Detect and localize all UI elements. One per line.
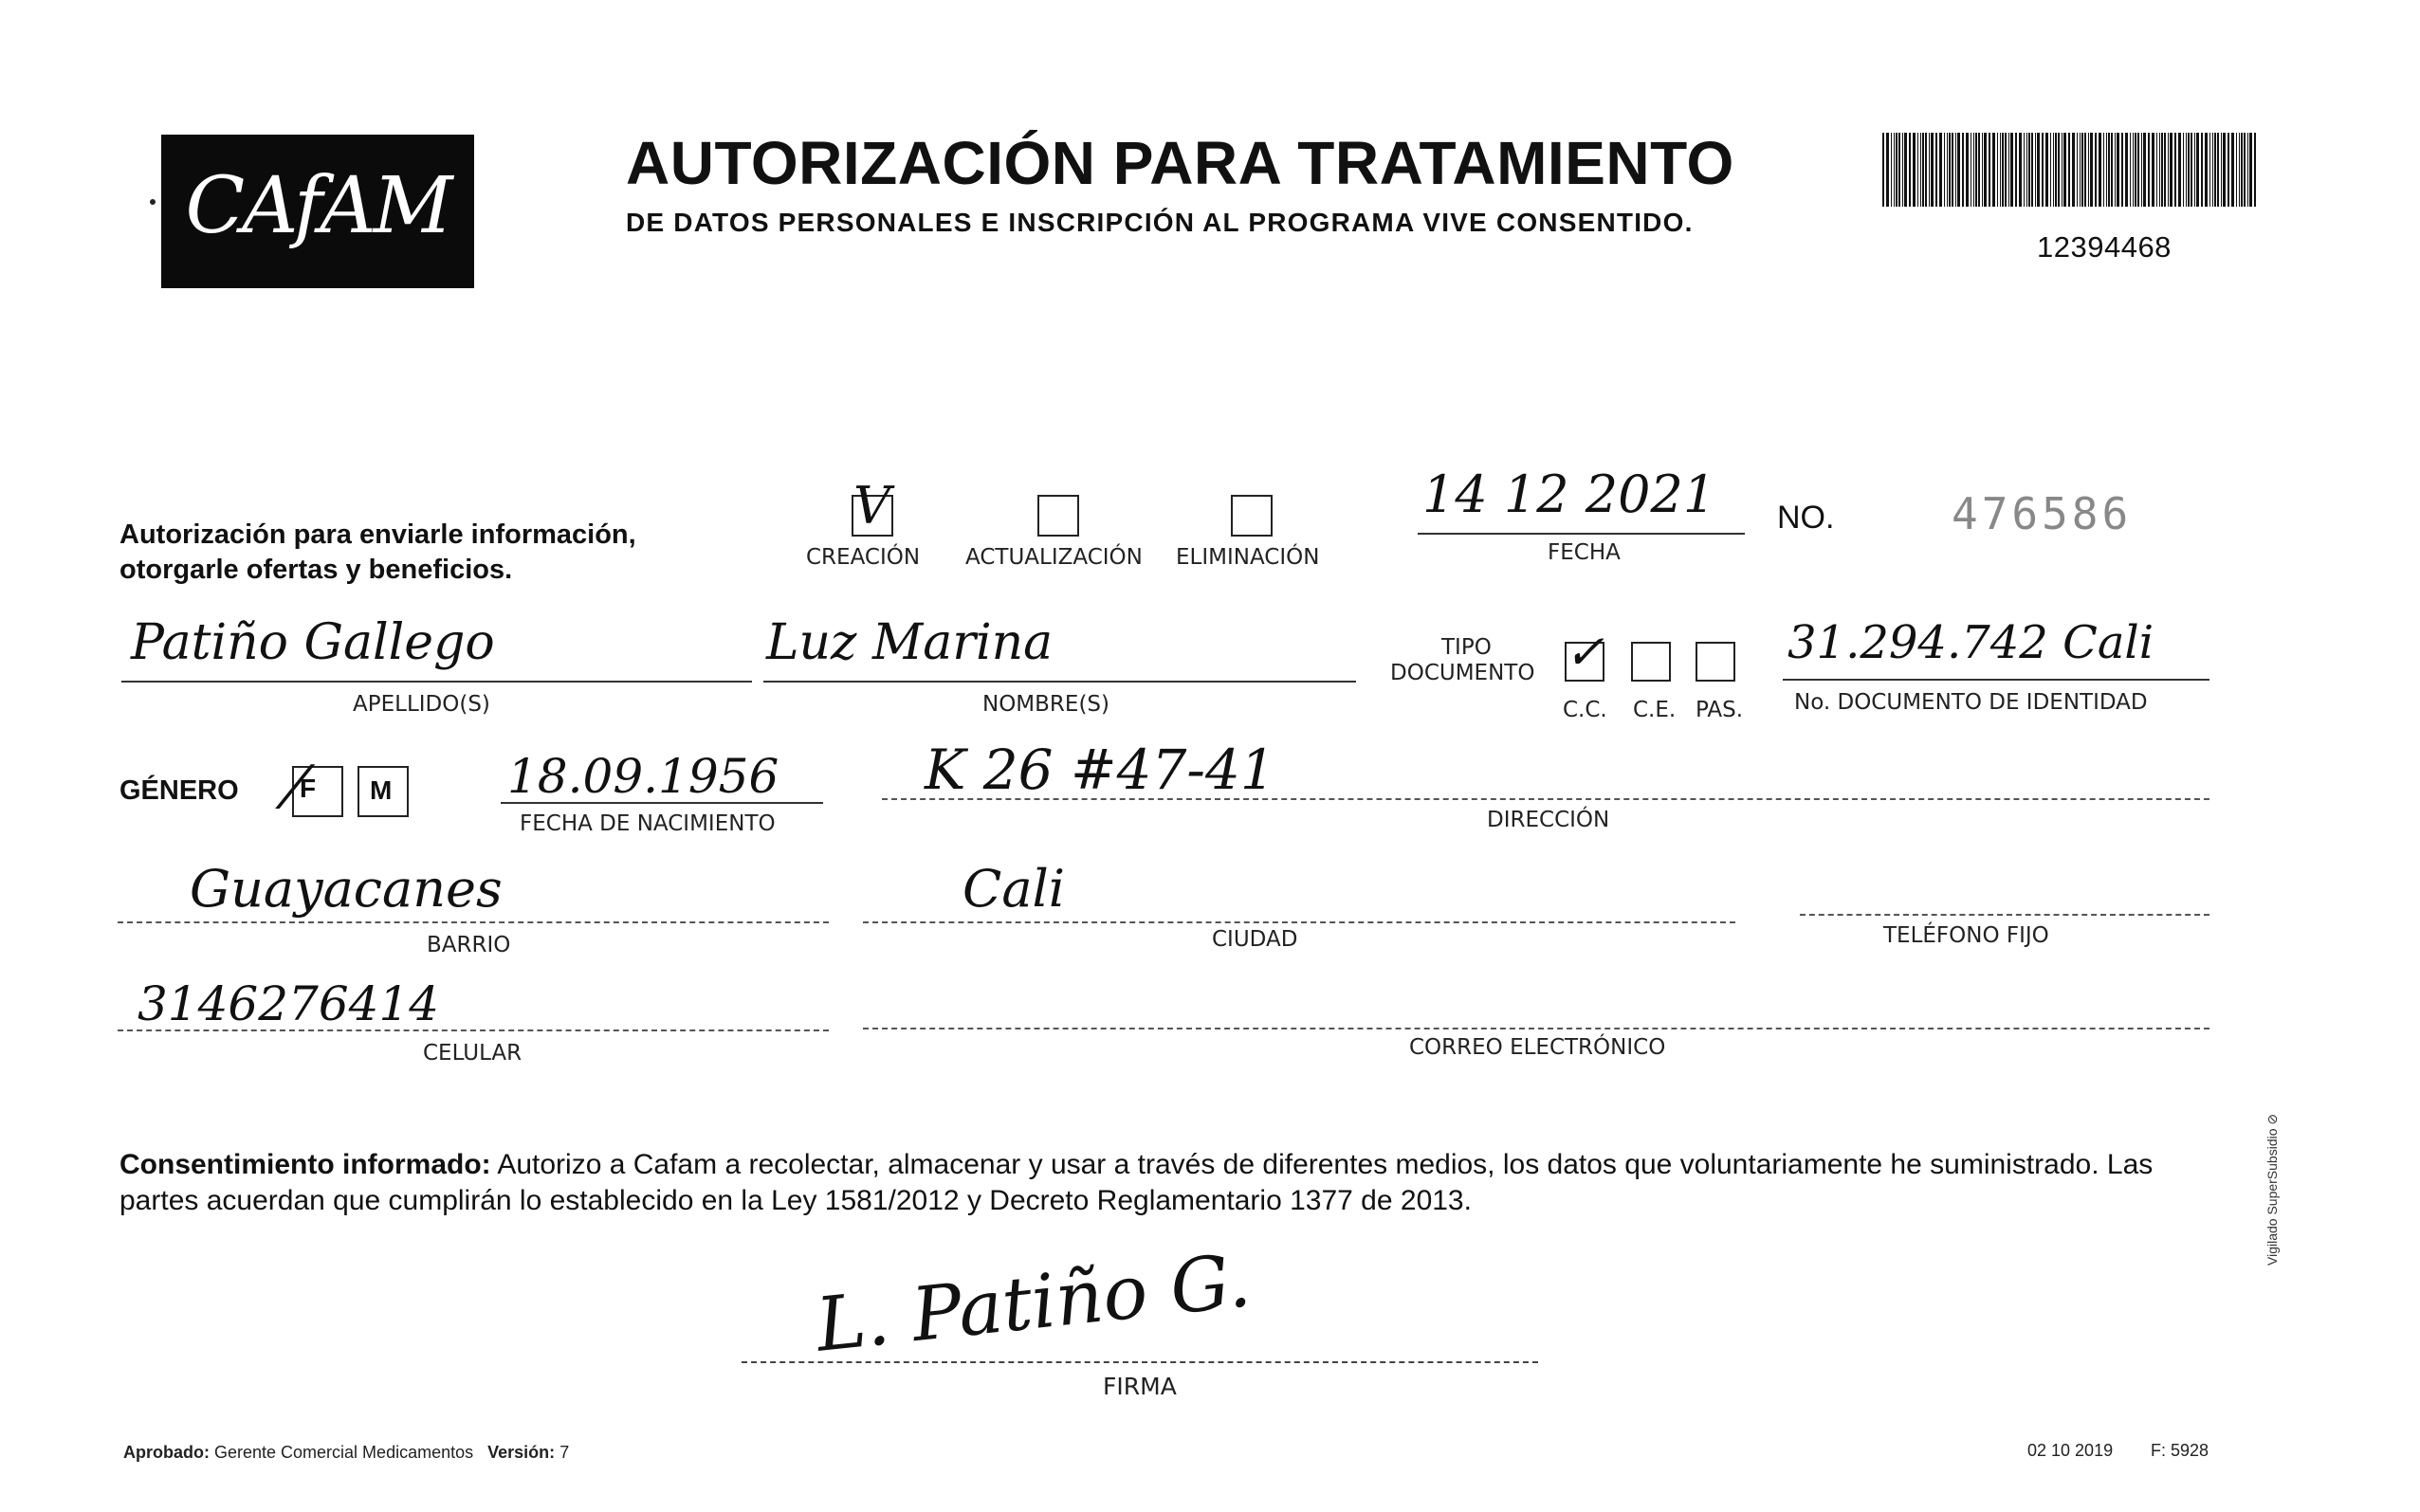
form-subtitle: DE DATOS PERSONALES E INSCRIPCIÓN AL PROGRAMA VIVE CONSENTIDO. bbox=[626, 208, 1694, 237]
barcode-bar bbox=[1947, 133, 1948, 207]
barcode-bar bbox=[1944, 133, 1945, 207]
correo-line bbox=[863, 1028, 2209, 1029]
logo-text: CAfAM bbox=[185, 161, 450, 251]
barcode-bar bbox=[2010, 133, 2013, 207]
barcode-bar bbox=[2106, 133, 2107, 207]
barcode-bar bbox=[1894, 133, 1895, 207]
signature-image: L. Patiño G. bbox=[812, 1238, 1255, 1369]
barcode-bar bbox=[2068, 133, 2070, 207]
barcode-bar bbox=[2008, 133, 2009, 207]
registration-dot bbox=[150, 199, 156, 205]
barcode-bar bbox=[2063, 133, 2066, 207]
barcode-bar bbox=[2117, 133, 2119, 207]
barcode-bar bbox=[2164, 133, 2166, 207]
barcode-bar bbox=[1917, 133, 1918, 207]
barrio-value[interactable]: Guayacanes bbox=[190, 859, 503, 919]
barcode-bar bbox=[2254, 133, 2256, 207]
barcode-bar bbox=[2214, 133, 2216, 207]
doc-number-value[interactable]: 31.294.742 Cali bbox=[1788, 616, 2154, 669]
aprobado-value: Gerente Comercial Medicamentos bbox=[214, 1443, 474, 1462]
celular-line bbox=[118, 1029, 829, 1031]
barcode-bar bbox=[2088, 133, 2089, 207]
barcode-bar bbox=[1931, 133, 1934, 207]
ciudad-label: CIUDAD bbox=[1212, 927, 1298, 952]
fecha-value[interactable]: 14 12 2021 bbox=[1422, 465, 1716, 524]
signature-label: FIRMA bbox=[1103, 1373, 1177, 1400]
barcode-bar bbox=[2161, 133, 2163, 207]
barcode-bar bbox=[1902, 133, 1903, 207]
barcode-bar bbox=[2024, 133, 2025, 207]
barcode-bar bbox=[2152, 133, 2154, 207]
barcode-bar bbox=[2045, 133, 2048, 207]
barcode-bar bbox=[2135, 133, 2136, 207]
pas-label: PAS. bbox=[1696, 698, 1744, 722]
genero-f-option[interactable] bbox=[290, 753, 343, 822]
barcode-bar bbox=[1997, 133, 1998, 207]
barcode-bar bbox=[1989, 133, 1990, 207]
barcode-bar bbox=[2053, 133, 2054, 207]
barcode-bar bbox=[2055, 133, 2057, 207]
barcode-bar bbox=[2000, 133, 2001, 207]
barcode-bar bbox=[2183, 133, 2184, 207]
apellidos-value[interactable]: Patiño Gallego bbox=[131, 614, 495, 671]
barcode-bar bbox=[2188, 133, 2190, 207]
barcode-bar bbox=[2148, 133, 2150, 207]
barcode-bar bbox=[1975, 133, 1977, 207]
celular-value[interactable]: 3146276414 bbox=[138, 976, 440, 1031]
form-title: AUTORIZACIÓN PARA TRATAMIENTO bbox=[626, 129, 1734, 197]
barcode-bar bbox=[1925, 133, 1927, 207]
barcode-bar bbox=[2019, 133, 2022, 207]
cafam-logo bbox=[161, 135, 474, 288]
doc-number-label: No. DOCUMENTO DE IDENTIDAD bbox=[1794, 690, 2148, 715]
barcode-bar bbox=[2081, 133, 2083, 207]
barcode-bar bbox=[2050, 133, 2051, 207]
eliminacion-checkbox[interactable] bbox=[1231, 495, 1273, 537]
barcode-bar bbox=[2174, 133, 2176, 207]
vigilado-vertical-text bbox=[2264, 1047, 2281, 1266]
barcode-bar bbox=[2099, 133, 2101, 207]
fecha-nacimiento-label: FECHA DE NACIMIENTO bbox=[520, 811, 776, 836]
barcode-bar bbox=[1992, 133, 1995, 207]
barcode-bar bbox=[2156, 133, 2157, 207]
creacion-checkbox[interactable] bbox=[852, 476, 893, 537]
correo-label: CORREO ELECTRÓNICO bbox=[1409, 1035, 1666, 1060]
barcode-bar bbox=[2028, 133, 2030, 207]
nombres-label: NOMBRE(S) bbox=[982, 692, 1109, 717]
barcode-bar bbox=[1973, 133, 1974, 207]
barcode-bar bbox=[2077, 133, 2078, 207]
barcode-bar bbox=[2005, 133, 2007, 207]
cc-checkbox[interactable] bbox=[1565, 625, 1604, 682]
barcode-bar bbox=[1922, 133, 1924, 207]
ce-checkbox[interactable] bbox=[1631, 642, 1671, 682]
telefono-label: TELÉFONO FIJO bbox=[1883, 923, 2049, 948]
version-label: Versión: bbox=[487, 1443, 556, 1462]
barcode-bar bbox=[2090, 133, 2093, 207]
barcode-bar bbox=[2209, 133, 2210, 207]
barcode-bar bbox=[1886, 133, 1889, 207]
eliminacion-label: ELIMINACIÓN bbox=[1176, 545, 1320, 570]
creacion-check-mark: V bbox=[853, 476, 890, 536]
barcode-bar bbox=[2058, 133, 2060, 207]
barcode-bar bbox=[1929, 133, 1930, 207]
genero-label: GÉNERO bbox=[119, 775, 239, 806]
barcode-bar bbox=[2186, 133, 2187, 207]
barcode-bar bbox=[2015, 133, 2017, 207]
apellidos-line bbox=[121, 681, 752, 683]
barcode-bar bbox=[2228, 133, 2229, 207]
barcode-bar bbox=[2002, 133, 2004, 207]
barcode-bar bbox=[2159, 133, 2160, 207]
barcode-bar bbox=[2042, 133, 2044, 207]
no-label: NO. bbox=[1777, 500, 1835, 536]
direccion-line bbox=[882, 798, 2209, 800]
barcode-bar bbox=[2026, 133, 2027, 207]
fecha-line bbox=[1418, 533, 1745, 535]
ciudad-line bbox=[863, 921, 1735, 923]
nombres-value[interactable]: Luz Marina bbox=[766, 614, 1054, 671]
signature-line bbox=[742, 1361, 1538, 1363]
barcode-bar bbox=[2239, 133, 2240, 207]
barcode-bar bbox=[2212, 133, 2213, 207]
ciudad-value[interactable]: Cali bbox=[962, 859, 1066, 919]
footer-approval bbox=[123, 1443, 569, 1463]
barcode-bar bbox=[2080, 133, 2081, 207]
celular-label: CELULAR bbox=[423, 1041, 522, 1066]
barcode-bar bbox=[1909, 133, 1911, 207]
vigilado-text: Vigilado SuperSubsidio bbox=[2264, 1128, 2280, 1266]
barcode-bar bbox=[2103, 133, 2104, 207]
barcode-bar bbox=[1904, 133, 1907, 207]
barcode-bar bbox=[2130, 133, 2131, 207]
doc-number-line bbox=[1783, 679, 2209, 681]
barcode-bar bbox=[1966, 133, 1969, 207]
barcode-bar bbox=[2168, 133, 2169, 207]
actualizacion-label: ACTUALIZACIÓN bbox=[965, 545, 1143, 570]
consent-paragraph bbox=[119, 1147, 2206, 1219]
direccion-label: DIRECCIÓN bbox=[1487, 808, 1610, 832]
fecha-nacimiento-line bbox=[501, 802, 823, 804]
barcode-bar bbox=[2037, 133, 2040, 207]
barcode-bar bbox=[2115, 133, 2116, 207]
barcode-bar bbox=[1891, 133, 1892, 207]
barcode-bar bbox=[2121, 133, 2123, 207]
barcode-bar bbox=[2095, 133, 2097, 207]
apellidos-label: APELLIDO(S) bbox=[353, 692, 490, 717]
barcode-bar bbox=[1952, 133, 1953, 207]
barcode-bar bbox=[2072, 133, 2075, 207]
barcode-bar bbox=[2194, 133, 2195, 207]
barcode-bar bbox=[1920, 133, 1921, 207]
genero-f-label: F bbox=[300, 774, 317, 803]
barcode bbox=[1882, 133, 2257, 207]
creacion-label: CREACIÓN bbox=[806, 545, 921, 570]
direccion-value[interactable]: K 26 #47-41 bbox=[925, 738, 1275, 802]
authorization-label-line2: otorgarle ofertas y beneficios. bbox=[119, 555, 513, 585]
tipo-documento-label-2: DOCUMENTO bbox=[1390, 661, 1535, 685]
supersubsidio-icon: ⊘ bbox=[2264, 1113, 2280, 1125]
tipo-documento-label-1: TIPO bbox=[1441, 635, 1492, 660]
telefono-line bbox=[1800, 914, 2209, 916]
genero-m-label: M bbox=[370, 775, 393, 805]
ce-label: C.E. bbox=[1633, 698, 1677, 722]
barcode-bar bbox=[1896, 133, 1898, 207]
version-value: 7 bbox=[559, 1443, 570, 1462]
barcode-bar bbox=[2170, 133, 2172, 207]
actualizacion-checkbox[interactable] bbox=[1037, 495, 1079, 537]
barcode-bar bbox=[1949, 133, 1951, 207]
barcode-bar bbox=[1962, 133, 1964, 207]
footer-form-code: F: 5928 bbox=[2151, 1441, 2209, 1460]
fecha-label: FECHA bbox=[1548, 540, 1621, 565]
barcode-bar bbox=[1935, 133, 1937, 207]
barcode-bar bbox=[2108, 133, 2110, 207]
barcode-bar bbox=[2196, 133, 2199, 207]
pas-checkbox[interactable] bbox=[1696, 642, 1735, 682]
barcode-bar bbox=[2178, 133, 2181, 207]
fecha-nacimiento-value[interactable]: 18.09.1956 bbox=[507, 749, 779, 804]
consent-heading: Consentimiento informado: bbox=[119, 1149, 491, 1180]
footer-date: 02 10 2019 bbox=[2027, 1441, 2114, 1460]
barcode-bar bbox=[2143, 133, 2146, 207]
authorization-label-line1: Autorización para enviarle información, bbox=[119, 519, 636, 550]
barcode-bar bbox=[2223, 133, 2226, 207]
aprobado-label: Aprobado: bbox=[123, 1443, 210, 1462]
genero-m-option[interactable] bbox=[358, 766, 409, 817]
barcode-bar bbox=[2249, 133, 2252, 207]
barcode-bar bbox=[2084, 133, 2086, 207]
barcode-number: 12394468 bbox=[2037, 230, 2172, 264]
barcode-bar bbox=[1939, 133, 1942, 207]
consent-text: Autorizo a Cafam a recolectar, almacenar y usar a través de diferentes medios, los datos que voluntariamente he suministrado. Las partes acuerdan que cumplirán lo establecido en la Ley 1581/2012 y Decreto Reglamentario 1377 de 2013. bbox=[119, 1149, 2154, 1216]
barcode-bar bbox=[2031, 133, 2033, 207]
barcode-bar bbox=[2191, 133, 2192, 207]
barcode-bar bbox=[1984, 133, 1987, 207]
cc-check-mark: ✓ bbox=[1565, 625, 1604, 680]
genero-f-mark: ⁄ bbox=[290, 753, 301, 822]
barcode-bar bbox=[2125, 133, 2128, 207]
cc-label: C.C. bbox=[1563, 698, 1607, 722]
barcode-bar bbox=[1882, 133, 1884, 207]
barcode-bar bbox=[2247, 133, 2248, 207]
barcode-bar bbox=[2137, 133, 2139, 207]
barcode-bar bbox=[2201, 133, 2203, 207]
barcode-bar bbox=[2221, 133, 2222, 207]
barcode-bar bbox=[2241, 133, 2243, 207]
form-number: 476586 bbox=[1952, 488, 2133, 539]
barcode-bar bbox=[2217, 133, 2219, 207]
barcode-bar bbox=[1955, 133, 1956, 207]
barcode-bar bbox=[2231, 133, 2234, 207]
nombres-line bbox=[763, 681, 1356, 683]
barcode-bar bbox=[2035, 133, 2036, 207]
barcode-bar bbox=[2111, 133, 2113, 207]
barcode-bar bbox=[1898, 133, 1900, 207]
barcode-bar bbox=[1982, 133, 1983, 207]
barcode-bar bbox=[2133, 133, 2134, 207]
barcode-bar bbox=[2141, 133, 2142, 207]
barcode-bar bbox=[2244, 133, 2246, 207]
barrio-label: BARRIO bbox=[427, 933, 511, 957]
barcode-bar bbox=[2205, 133, 2208, 207]
barrio-line bbox=[118, 921, 829, 923]
barcode-bar bbox=[1913, 133, 1916, 207]
barcode-bar bbox=[1978, 133, 1980, 207]
barcode-bar bbox=[2236, 133, 2237, 207]
barcode-bar bbox=[1957, 133, 1960, 207]
